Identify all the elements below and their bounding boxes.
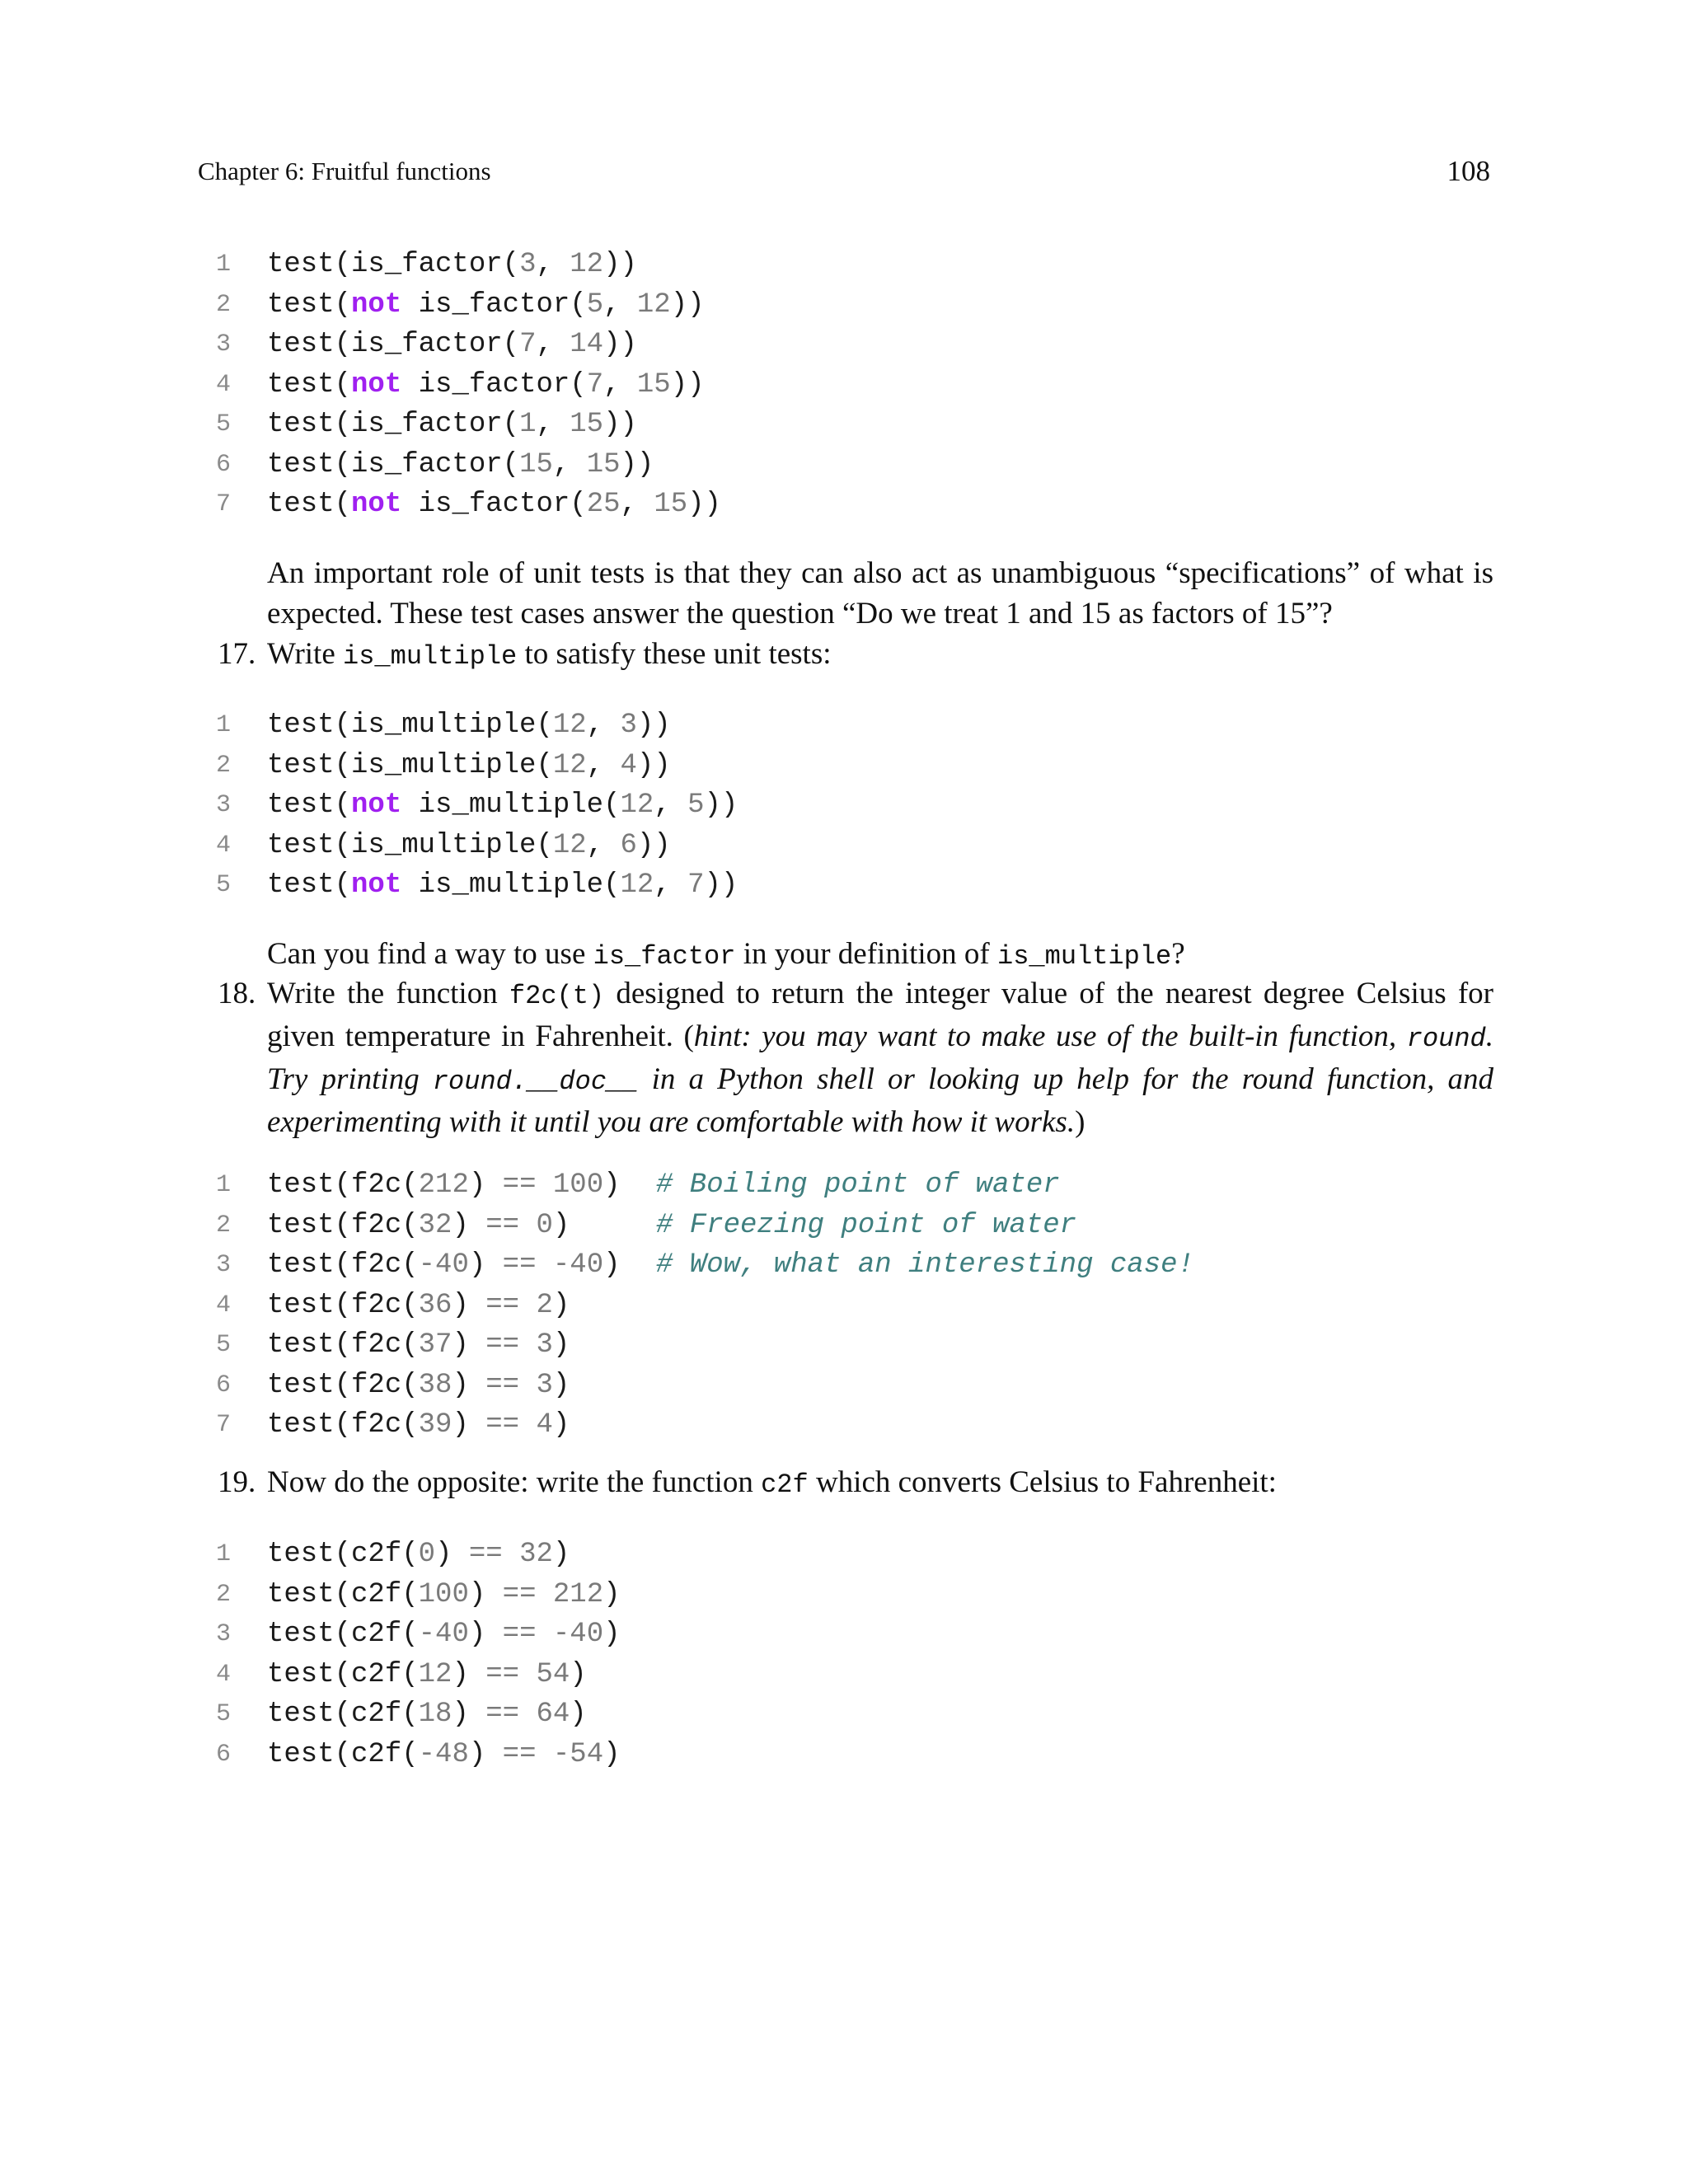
code-text: test(c2f(100) == 212) [267, 1578, 621, 1610]
code-text: test(f2c(212) == 100) [267, 1169, 621, 1201]
code-comment: # Wow, what an interesting case! [656, 1249, 1194, 1281]
code-block-f2c-tests [198, 1165, 1492, 1446]
code-text: test(is_multiple(12, 4)) [267, 749, 671, 781]
line-number: 2 [216, 1580, 232, 1609]
page-header [198, 157, 1490, 193]
code-line [198, 445, 1492, 485]
code-text: test(f2c(-40) == -40) [267, 1249, 621, 1281]
line-number: 2 [216, 751, 232, 780]
inline-code: round [1406, 1024, 1486, 1054]
code-text: test(is_factor(3, 12)) [267, 249, 637, 280]
line-number: 6 [216, 1740, 232, 1769]
line-number: 3 [216, 1620, 232, 1648]
code-text: test(c2f(-40) == -40) [267, 1619, 621, 1650]
inline-code: is_multiple [343, 641, 518, 672]
paragraph-unit-tests: An important role of unit tests is that they can also act as unambiguous “specifications” of what is expected. These test cases answer the question “Do we treat 1 and 15 as factors of 15”? [267, 556, 1493, 630]
code-line [198, 1655, 1492, 1695]
code-block-is-multiple-tests [198, 705, 1492, 906]
line-number: 4 [216, 370, 232, 399]
line-number: 5 [216, 410, 232, 438]
code-text: test(f2c(32) == 0) [267, 1209, 570, 1241]
code-line [198, 485, 1492, 525]
code-line [198, 1575, 1492, 1615]
code-line [198, 746, 1492, 786]
inline-code: c2f [761, 1469, 809, 1500]
code-line [198, 325, 1492, 365]
line-number: 1 [216, 1171, 232, 1199]
code-line [198, 405, 1492, 445]
code-text: test(is_multiple(12, 6)) [267, 829, 671, 861]
code-text: test(is_multiple(12, 3)) [267, 710, 671, 741]
line-number: 3 [216, 1251, 232, 1279]
code-text: test(not is_multiple(12, 5)) [267, 790, 738, 821]
code-text: test(f2c(39) == 4) [267, 1409, 570, 1441]
code-text: test(is_factor(15, 15)) [267, 448, 654, 480]
line-number: 4 [216, 831, 232, 860]
code-line [198, 1615, 1492, 1655]
code-line [198, 1325, 1492, 1366]
code-line [198, 826, 1492, 866]
line-number: 5 [216, 1331, 232, 1359]
inline-code: is_multiple [997, 941, 1172, 972]
exercise-text: Write is_multiple to satisfy these unit tests: [267, 637, 832, 672]
inline-code: is_factor [593, 941, 736, 972]
code-line [198, 1535, 1492, 1575]
line-number: 1 [216, 251, 232, 279]
line-number: 1 [216, 711, 232, 739]
code-comment: # Boiling point of water [656, 1169, 1060, 1201]
exercise-number: 18. [218, 977, 256, 1010]
line-number: 3 [216, 330, 232, 359]
code-text: test(c2f(18) == 64) [267, 1699, 587, 1730]
line-number: 7 [216, 490, 232, 518]
code-line [198, 1286, 1492, 1326]
code-text: test(not is_factor(25, 15)) [267, 489, 721, 520]
code-line [198, 865, 1492, 906]
code-text: test(not is_multiple(12, 7)) [267, 869, 738, 901]
line-number: 5 [216, 1700, 232, 1728]
code-line [198, 1405, 1492, 1446]
chapter-title: Chapter 6: Fruitful functions [198, 157, 491, 185]
line-number: 2 [216, 1211, 232, 1240]
code-line [198, 1735, 1492, 1775]
code-text: test(f2c(38) == 3) [267, 1369, 570, 1401]
line-number: 1 [216, 1540, 232, 1568]
line-number: 3 [216, 791, 232, 819]
line-number: 6 [216, 1371, 232, 1399]
code-line [198, 1206, 1492, 1246]
code-line [198, 705, 1492, 746]
code-line [198, 285, 1492, 326]
code-text: test(f2c(37) == 3) [267, 1329, 570, 1361]
code-text: test(c2f(-48) == -54) [267, 1738, 621, 1770]
code-text: test(not is_factor(5, 12)) [267, 288, 705, 321]
exercise-number: 19. [218, 1465, 256, 1499]
code-text: test(is_factor(1, 15)) [267, 409, 637, 440]
inline-code: round.__doc__ [432, 1066, 639, 1097]
code-text: test(f2c(36) == 2) [267, 1289, 570, 1321]
code-block-c2f-tests [198, 1535, 1492, 1774]
code-text: test(c2f(0) == 32) [267, 1539, 570, 1570]
exercise-text: Write the function f2c(t) designed to return the integer value of the nearest degree Celsius for given temperature in Fahrenheit. (hint: you may want to make use of the built-in function, round. Try printing round.__doc__ in a Python shell or looking up help for the round function, and experimenting with it until you are comfortable with how it works.) [267, 977, 1493, 1139]
line-number: 2 [216, 290, 232, 319]
code-comment: # Freezing point of water [656, 1209, 1077, 1241]
code-line [198, 1165, 1492, 1206]
code-block-is-factor-tests [198, 245, 1492, 525]
code-line [198, 1694, 1492, 1735]
line-number: 4 [216, 1291, 232, 1319]
inline-code: f2c(t) [509, 981, 605, 1011]
code-text: test(c2f(12) == 54) [267, 1658, 587, 1690]
code-line [198, 1366, 1492, 1406]
code-line [198, 365, 1492, 405]
exercise-number: 17. [218, 637, 256, 671]
code-text: test(not is_factor(7, 15)) [267, 368, 705, 401]
code-line [198, 785, 1492, 826]
code-line [198, 245, 1492, 285]
code-text: test(is_factor(7, 14)) [267, 329, 637, 360]
line-number: 7 [216, 1411, 232, 1439]
line-number: 5 [216, 871, 232, 899]
line-number: 4 [216, 1660, 232, 1689]
line-number: 6 [216, 450, 232, 479]
paragraph-find-way: Can you find a way to use is_factor in your definition of is_multiple? [267, 937, 1185, 972]
exercise-text: Now do the opposite: write the function c2f which converts Celsius to Fahrenheit: [267, 1465, 1277, 1500]
page-number: 108 [1447, 155, 1490, 187]
code-line [198, 1245, 1492, 1286]
